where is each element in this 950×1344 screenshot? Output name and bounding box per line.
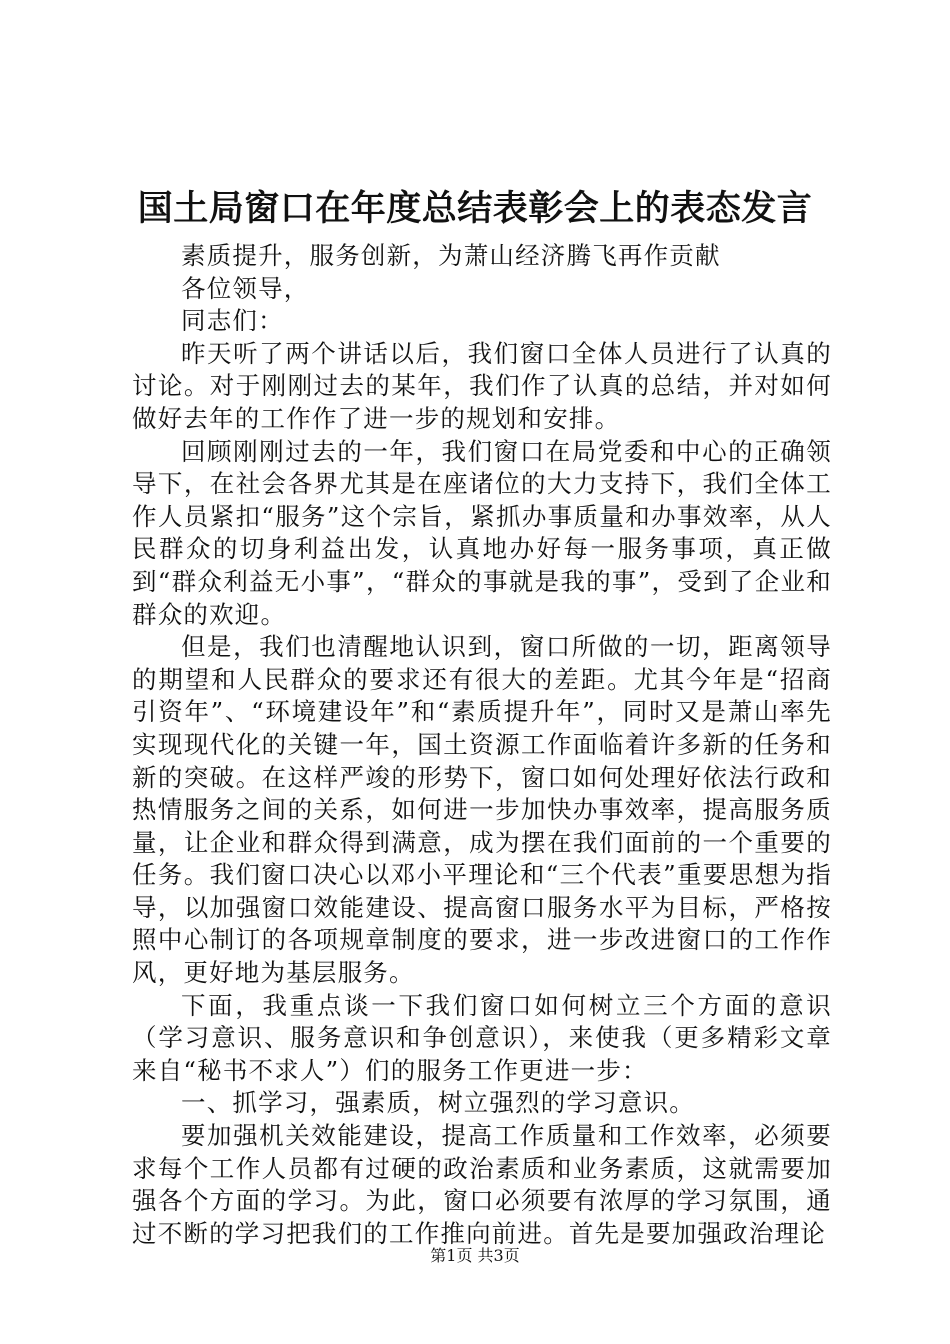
paragraph: 回顾刚刚过去的一年，我们窗口在局党委和中心的正确领导下，在社会各界尤其是在座诸位的大力支持下，我们全体工作人员紧扣“服务”这个宗旨，紧抓办事质量和办事效率，从人民群众的切身利益出发，认真地办好每一服务事项，真正做到“群众利益无小事”，“群众的事就是我的事”，受到了企业和群众的欢迎。 xyxy=(132,436,832,629)
salutation-leaders: 各位领导， xyxy=(181,273,310,303)
page-footer: 第1页 共3页 xyxy=(430,1246,520,1265)
section-heading: 一、抓学习，强素质，树立强烈的学习意识。 xyxy=(181,1088,695,1118)
document-body xyxy=(132,240,832,1250)
subtitle-line: 素质提升，服务创新，为萧山经济腾飞再作贡献 xyxy=(181,241,721,270)
paragraph: 下面，我重点谈一下我们窗口如何树立三个方面的意识（学习意识、服务意识和争创意识），来使我（更多精彩文章来自“秘书不求人”）们的服务工作更进一步： xyxy=(132,990,832,1085)
document-title: 国土局窗口在年度总结表彰会上的表态发言 xyxy=(137,188,813,229)
paragraph: 要加强机关效能建设，提高工作质量和工作效率，必须要求每个工作人员都有过硬的政治素质和业务素质，这就需要加强各个方面的学习。为此，窗口必须要有浓厚的学习氛围，通过不断的学习把我们的工作推向前进。首先是要加强政治理论 xyxy=(132,1121,832,1248)
paragraph: 但是，我们也清醒地认识到，窗口所做的一切，距离领导的期望和人民群众的要求还有很大的差距。尤其今年是“招商引资年”、“环境建设年”和“素质提升年”，同时又是萧山率先实现现代化的关键一年，国土资源工作面临着许多新的任务和新的突破。在这样严竣的形势下，窗口如何处理好依法行政和热情服务之间的关系，如何进一步加快办事效率，提高服务质量，让企业和群众得到满意，成为摆在我们面前的一个重要的任务。我们窗口决心以邓小平理论和“三个代表”重要思想为指导，以加强窗口效能建设、提高窗口服务水平为目标，严格按照中心制订的各项规章制度的要求，进一步改进窗口的工作作风，更好地为基层服务。 xyxy=(132,632,832,988)
paragraph: 昨天听了两个讲话以后，我们窗口全体人员进行了认真的讨论。对于刚刚过去的某年，我们作了认真的总结，并对如何做好去年的工作作了进一步的规划和安排。 xyxy=(132,338,832,433)
salutation-comrades: 同志们： xyxy=(181,306,284,336)
